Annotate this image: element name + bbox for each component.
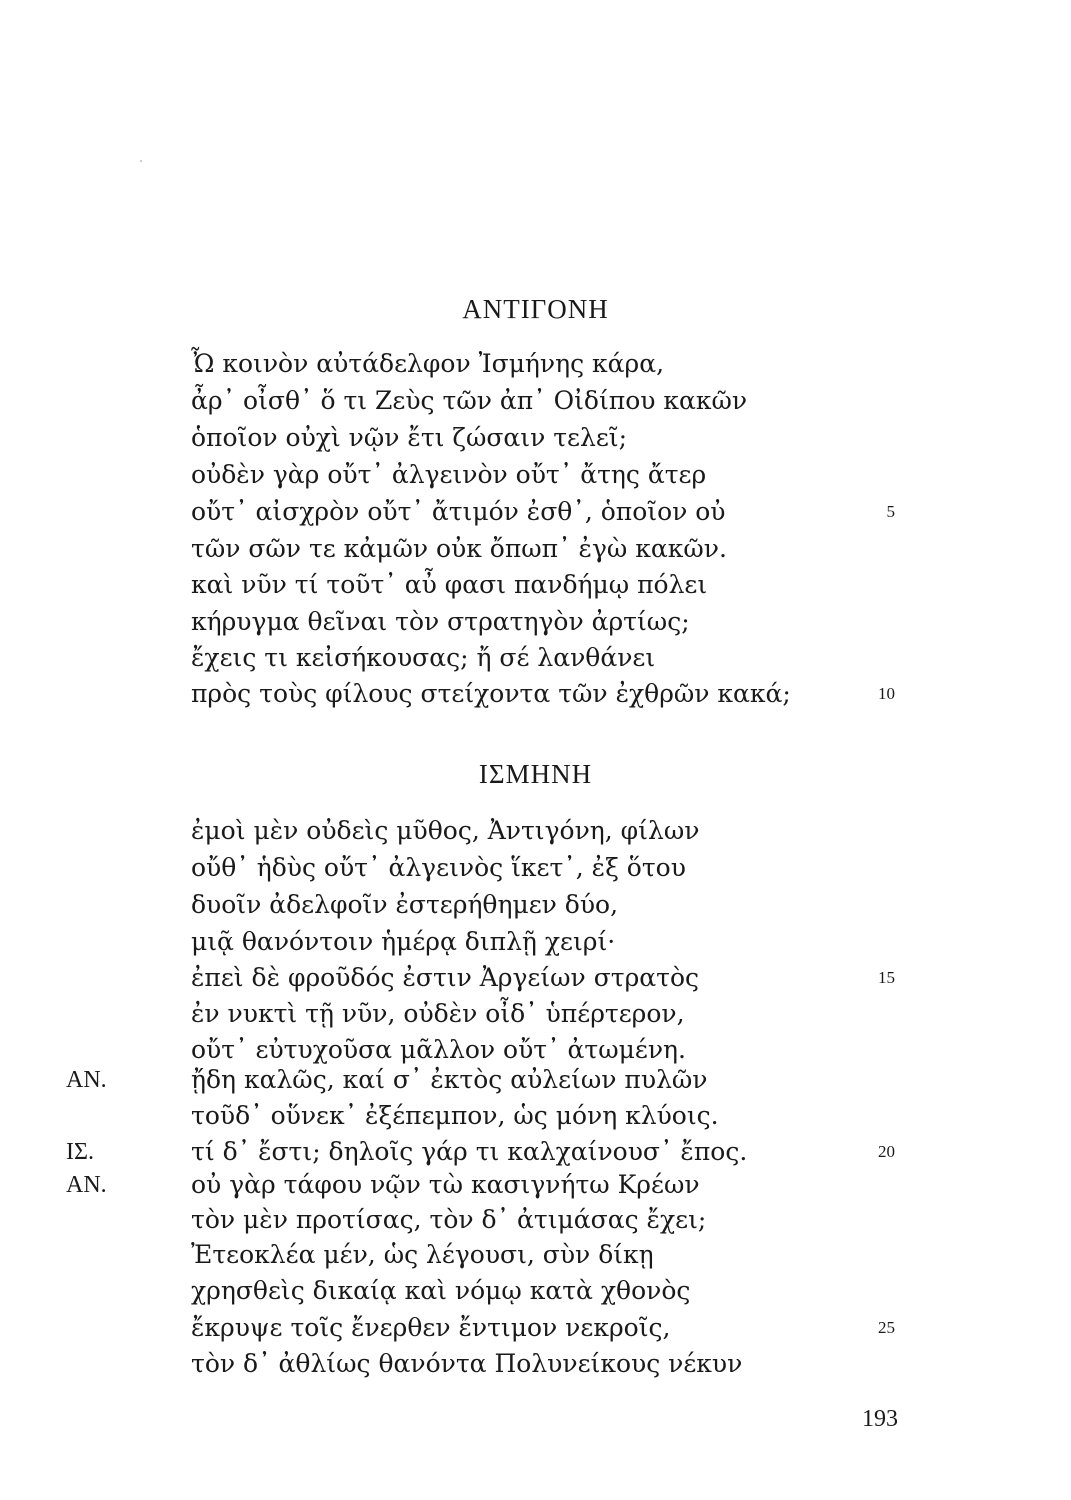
line-number: 15	[878, 968, 895, 987]
line-number: 20	[878, 1142, 895, 1161]
line-number: 10	[878, 684, 895, 703]
verse-line: τῶν σῶν τε κἀμῶν οὐκ ὄπωπ᾽ ἐγὼ κακῶν.	[191, 534, 727, 563]
verse-line: καὶ νῦν τί τοῦτ᾽ αὖ φασι πανδήμῳ πόλει	[191, 570, 708, 599]
verse-line: ἆρ᾽ οἶσθ᾽ ὅ τι Ζεὺς τῶν ἀπ᾽ Οἰδίπου κακῶν	[191, 386, 748, 415]
verse-line: δυοῖν ἀδελφοῖν ἐστερήθημεν δύο,	[191, 890, 619, 919]
verse-line: οὐ γὰρ τάφου νῷν τὼ κασιγνήτω Κρέων	[191, 1170, 700, 1199]
verse-line: ἐν νυκτὶ τῇ νῦν, οὐδὲν οἶδ᾽ ὑπέρτερον,	[191, 999, 685, 1028]
verse-line: Ὦ κοινὸν αὐτάδελφον Ἰσμήνης κάρα,	[191, 349, 665, 378]
verse-line: Ἐτεοκλέα μέν, ὡς λέγουσι, σὺν δίκῃ	[191, 1240, 654, 1269]
verse-line: μιᾷ θανόντοιν ἡμέρᾳ διπλῇ χειρί·	[191, 927, 616, 956]
verse-line: οὔθ᾽ ἡδὺς οὔτ᾽ ἀλγεινὸς ἵκετ᾽, ἐξ ὅτου	[191, 853, 686, 882]
verse-line: τὸν μὲν προτίσας, τὸν δ᾽ ἀτιμάσας ἔχει;	[191, 1205, 707, 1234]
verse-line: τὸν δ᾽ ἀθλίως θανόντα Πολυνείκους νέκυν	[191, 1349, 743, 1378]
verse-line: πρὸς τοὺς φίλους στείχοντα τῶν ἐχθρῶν κακά;	[191, 679, 791, 708]
speck	[140, 160, 142, 162]
verse-line: κήρυγμα θεῖναι τὸν στρατηγὸν ἀρτίως;	[191, 607, 690, 636]
verse-line: ἐπεὶ δὲ φροῦδός ἐστιν Ἀργείων στρατὸς	[191, 963, 700, 992]
verse-line: οὔτ᾽ αἰσχρὸν οὔτ᾽ ἄτιμόν ἐσθ᾽, ὁποῖον οὐ	[191, 497, 726, 526]
verse-line: ἐμοὶ μὲν οὐδεὶς μῦθος, Ἀντιγόνη, φίλων	[191, 816, 700, 845]
verse-line: τί δ᾽ ἔστι; δηλοῖς γάρ τι καλχαίνουσ᾽ ἔπος.	[191, 1137, 748, 1166]
speaker-heading-ismene: ΙΣΜΗΝΗ	[478, 759, 593, 789]
speaker-label: ΑΝ.	[66, 1067, 107, 1093]
verse-line: χρησθεὶς δικαίᾳ καὶ νόμῳ κατὰ χθονὸς	[191, 1276, 691, 1305]
verse-line: ᾔδη καλῶς, καί σ᾽ ἐκτὸς αὐλείων πυλῶν	[191, 1065, 708, 1094]
line-number: 25	[878, 1318, 895, 1337]
verse-line: οὐδὲν γὰρ οὔτ᾽ ἀλγεινὸν οὔτ᾽ ἄτης ἄτερ	[191, 460, 707, 489]
speaker-label: ΙΣ.	[66, 1139, 94, 1165]
verse-line: ἔκρυψε τοῖς ἔνερθεν ἔντιμον νεκροῖς,	[191, 1313, 671, 1342]
speaker-heading-antigone: ΑΝΤΙΓΟΝΗ	[462, 294, 609, 324]
page-number: 193	[862, 1406, 898, 1432]
line-number: 5	[886, 502, 895, 521]
verse-line: ὁποῖον οὐχὶ νῷν ἔτι ζώσαιν τελεῖ;	[191, 423, 628, 452]
verse-line: ἔχεις τι κεἰσήκουσας; ἤ σέ λανθάνει	[191, 643, 656, 672]
speaker-label: ΑΝ.	[66, 1172, 107, 1198]
verse-line: τοῦδ᾽ οὕνεκ᾽ ἐξέπεμπον, ὡς μόνη κλύοις.	[191, 1101, 719, 1130]
verse-line: οὔτ᾽ εὐτυχοῦσα μᾶλλον οὔτ᾽ ἀτωμένη.	[191, 1035, 686, 1064]
